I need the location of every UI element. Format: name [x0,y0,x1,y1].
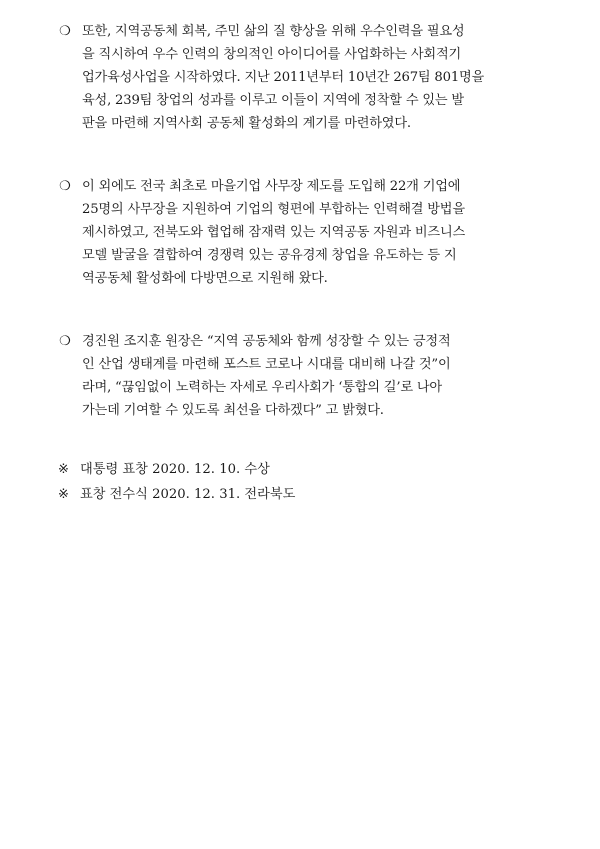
paragraph-line: 이 외에도 전국 최초로 마을기업 사무장 제도를 도입해 22개 기업에 [82,179,461,194]
note-line-2 [58,487,295,503]
paragraph-line: 모델 발굴을 결합하여 경쟁력 있는 공유경제 창업을 유도하는 등 지 [82,248,457,263]
circle-bullet-icon: ❍ [59,334,71,349]
paragraph-line: 경진원 조지훈 원장은 “지역 공동체와 함께 성장할 수 있는 긍정적 [82,334,451,349]
paragraph-line: 업가육성사업을 시작하였다. 지난 2011년부터 10년간 267팀 801명을 [82,70,485,85]
paragraph-line: 판을 마련해 지역사회 공동체 활성화의 계기를 마련하였다. [82,116,411,131]
circle-bullet-icon: ❍ [59,179,71,194]
paragraph-line: 라며, “끊임없이 노력하는 자세로 우리사회가 ‘통합의 길’로 나아 [82,380,442,395]
paragraph-line: 또한, 지역공동체 회복, 주민 삶의 질 향상을 위해 우수인력을 필요성 [82,24,465,39]
note-line-1 [58,462,270,478]
reference-mark-icon: ※ [58,462,70,477]
paragraph-line: 제시하였고, 전북도와 협업해 잠재력 있는 지역공동 자원과 비즈니스 [82,225,466,240]
paragraph-line: 을 직시하여 우수 인력의 창의적인 아이디어를 사업화하는 사회적기 [82,47,462,62]
paragraph-line: 육성, 239팀 창업의 성과를 이루고 이들이 지역에 정착할 수 있는 발 [82,93,464,108]
note-text: 표창 전수식 2020. 12. 31. 전라북도 [80,487,296,502]
paragraph-line: 25명의 사무장을 지원하여 기업의 형편에 부합하는 인력해결 방법을 [82,202,465,217]
note-text: 대통령 표창 2020. 12. 10. 수상 [80,462,270,477]
circle-bullet-icon: ❍ [59,24,71,39]
reference-mark-icon: ※ [58,487,70,502]
paragraph-line: 인 산업 생태계를 마련해 포스트 코로나 시대를 대비해 나갈 것”이 [82,357,451,372]
paragraph-line: 역공동체 활성화에 다방면으로 지원해 왔다. [82,271,328,286]
paragraph-line: 가는데 기여할 수 있도록 최선을 다하겠다” 고 밝혔다. [82,403,384,418]
